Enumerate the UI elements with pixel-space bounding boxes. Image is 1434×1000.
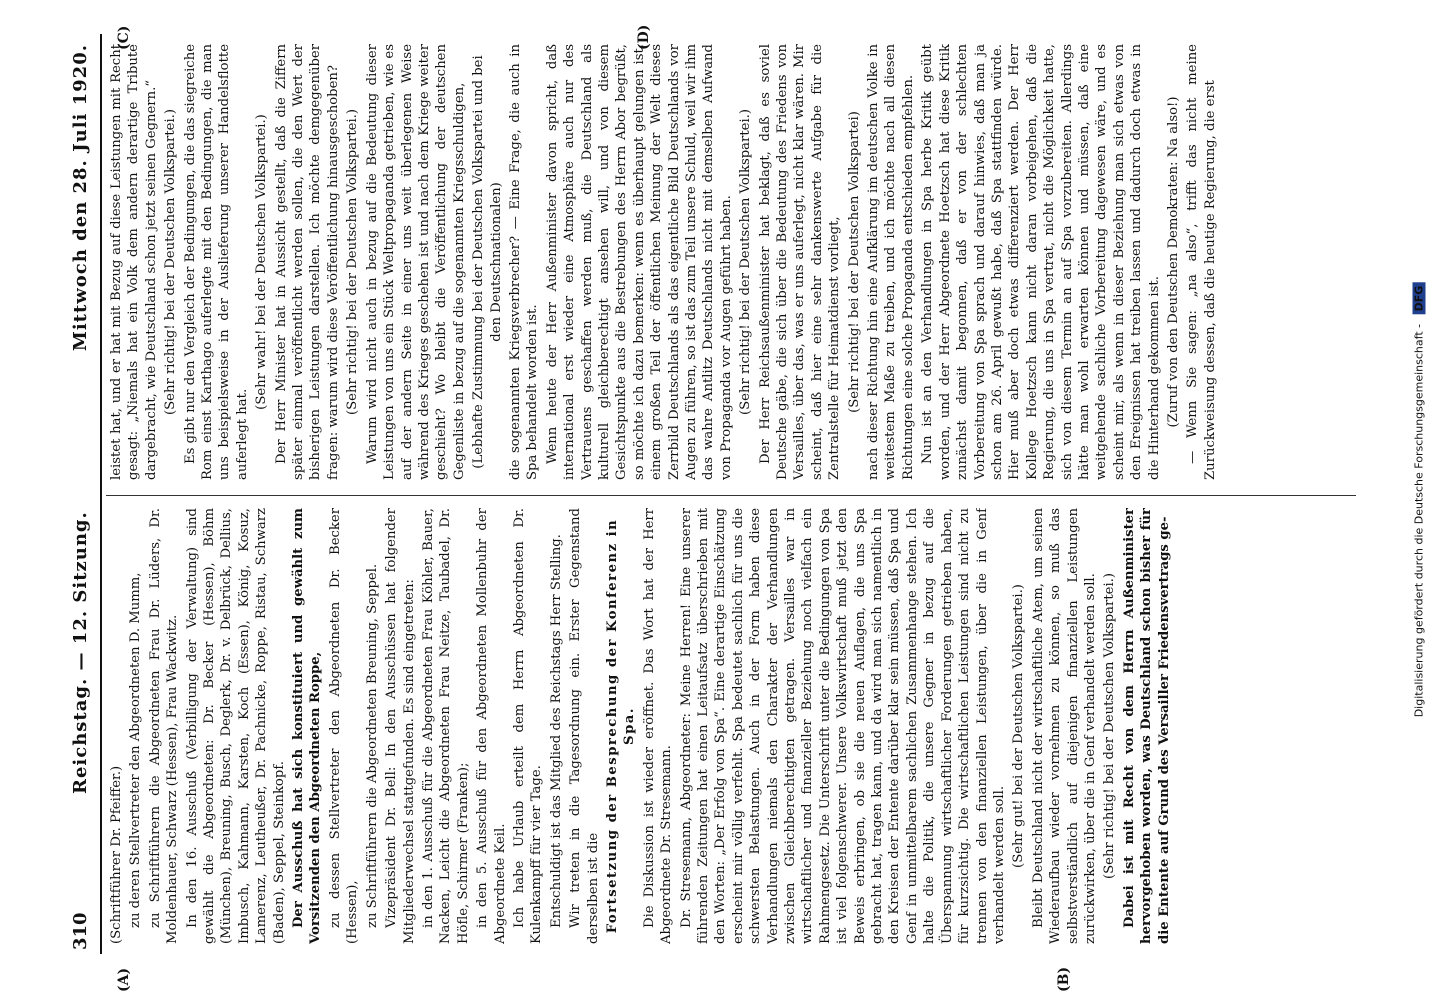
- speech-paragraph: — Wenn Sie sagen: „na also“, trifft das nicht meine Zurückweisung dessen, daß die heutige Regierung, die erst: [1185, 44, 1218, 480]
- interjection: (Sehr richtig! bei der Deutschen Volkspartei.): [163, 108, 179, 416]
- column-divider: [106, 495, 1356, 496]
- interjection: (Zuruf von den Deutschen Demokraten: Na also!): [1165, 96, 1181, 428]
- margin-marker-b: (B): [1056, 966, 1072, 992]
- paragraph: zu dessen Stellvertreter den Abgeordneten Dr. Becker (Hessen),: [327, 508, 361, 944]
- interjection: (Sehr richtig! bei der Deutschen Volkspartei.): [1102, 572, 1118, 880]
- paragraph: in den 1. Ausschuß für die Abgeordneten Frau Köhler, Bauer, Nacken, Leicht die Abgeordneten Frau Neitze, Taubadel, Dr. Höfle, Schirmer (Franken);: [420, 508, 471, 944]
- paragraph: Der Ausschuß hat sich konstituiert und gewählt zum Vorsitzenden den Abgeordneten Roppe,: [291, 508, 324, 944]
- interjection: (Sehr richtig! bei der Deutschen Volkspartei.): [738, 108, 754, 416]
- paragraph: in den 5. Ausschuß für den Abgeordneten Mollenbuhr der Abgeordnete Keil.: [475, 508, 508, 944]
- interjection: (Sehr richtig! bei der Deutschen Volkspartei.): [345, 108, 361, 416]
- paragraph: zu Schriftführern die Abgeordneten Frau Dr. Lüders, Dr. Moldenhauer, Schwarz (Hessen), Frau Wackwitz.: [147, 508, 181, 944]
- interjection: (Sehr richtig! bei der Deutschen Volkspartei): [846, 111, 862, 413]
- speech-paragraph: nach dieser Richtung hin eine Aufklärung im deutschen Volke in weitestem Maße zu treiben, und ich möchte nach all diesen Richtungen eine solche Propaganda entschieden empfehlen.: [866, 44, 916, 480]
- interjection: (Sehr gut! bei der Deutschen Volkspartei.): [1011, 584, 1027, 868]
- speech-paragraph: Bleibt Deutschland nicht der wirtschaftliche Atem, um seinen Wiederaufbau wieder vornehmen zu können, so muß das selbstverständlich auf diejenigen finanziellen Leistungen zurückwirken, über die in Genf verhandelt werden soll.: [1030, 508, 1098, 944]
- speech-paragraph: Nun ist an den Verhandlungen in Spa herbe Kritik geübt worden, und der Herr Abgeordnete Hoetzsch hat diese Kritik zunächst damit begonnen, daß er von der schlechten Vorbereitung von Spa sprach und darauf hinwies, daß man ja schon am 26. April gewußt habe, daß Spa stattfinden würde. Hier muß aber doch etwas differenziert werden. Der Herr Kollege Hoetzsch kann nicht daran vorbeigehen, daß die Regierung, die uns in Spa vertrat, nicht die Möglichkeit hatte, sich von diesem Termin an auf Spa vorzubereiten. Allerdings hätte man wohl erwarten können und müssen, daß eine weitgehende sachliche Vorbereitung dagewesen wäre, und es scheint mir, als wenn in dieser Beziehung man sich etwas von den Ereignissen hat treiben lassen und dadurch doch etwas in die Hinterhand gekommen ist.: [920, 44, 1162, 480]
- paragraph: Wir treten in die Tagesordnung ein. Erster Gegenstand derselben ist die: [568, 508, 601, 944]
- paragraph: Die Diskussion ist wieder eröffnet. Das Wort hat der Herr Abgeordnete Dr. Stresemann.: [641, 508, 675, 944]
- margin-marker-a: (A): [116, 967, 132, 992]
- paragraph: Ich habe Urlaub erteilt dem Herrn Abgeordneten Dr. Kulenkampff für vier Tage.: [511, 508, 545, 944]
- right-column: [108, 44, 1358, 480]
- paragraph: Entschuldigt ist das Mitglied des Reichstags Herr Stelling.: [548, 534, 564, 928]
- paragraph: In den 16. Ausschuß (Verbilligung der Verwaltung) sind gewählt die Abgeordneten: Dr. Becker (Hessen), Böhm (München), Breuning, Busch, Deglerk, Dr. v. Delbrück, Dellius, Imbusch, Kahmann, Karsten, Koch (Essen), König, Kosuz, Lamerenz, Leutheußer, Dr. Pachnicke, Roppe, Ristau, Schwarz (Baden), Seppel, Steinkopf.: [184, 508, 287, 944]
- speech-paragraph: Der Herr Reichsaußenminister hat beklagt, daß es soviel Deutsche gäbe, die sich über die Bedeutung des Friedens von Versailles, über das, was er uns auferlegt, nicht klar wären. Mir scheint, daß hier eine sehr dankenswerte Aufgabe für die Zentralstelle für Heimatdienst vorliegt,: [757, 44, 843, 480]
- speech-paragraph: Es gibt nur den Vergleich der Bedingungen, die das siegreiche Rom einst Karthago auferlegte mit den Bedingungen, die man uns beispielsweise in der Auslieferung unserer Handelsflotte auferlegt hat.: [182, 44, 250, 480]
- digitization-credit: [1412, 10, 1426, 990]
- speech-paragraph: Wenn heute der Herr Außenminister davon spricht, daß international erst wieder eine Atmosphäre auch nur des Vertrauens geschaffen werden muß, die Deutschland als kulturell gleichberechtigt ansehen will, und von diesem Gesichtspunkte aus die Bestrebungen des Herrn Abor begrüßt, so möchte ich dazu bemerken: wenn es überhaupt gelungen ist, einem großen Teil der öffentlichen Meinung der Welt dieses Zerrbild Deutschlands als das eigentliche Bild Deutschlands vor Augen zu führen, so ist das zum Teil unsere Schuld, weil wir ihm das wahre Antlitz Deutschlands nicht mit demselben Aufwand von Propaganda vor Augen geführt haben.: [544, 44, 734, 480]
- speech-paragraph: Dr. Stresemann, Abgeordneter: Meine Herren! Eine unserer führenden Zeitungen hat einen Leitaufsatz überschrieben mit den Worten: „Der Erfolg von Spa“. Eine derartige Einschätzung erscheint mir völlig verfehlt. Spa bedeutet sachlich für uns die schwersten Belastungen. Auch in der Form haben diese Verhandlungen niemals den Charakter der Verhandlungen zwischen Gleichberechtigten getragen. Versailles war in wirtschaftlicher und finanzieller Beziehung noch vielfach ein Rahmengesetz. Die Unterschrift unter die Bedingungen von Spa ist viel folgenschwerer. Unsere Volkswirtschaft muß jetzt den Beweis erbringen, ob sie die neuen Auflagen, die uns Spa gebracht hat, tragen kann, und da wird man sich namentlich in den Kreisen der Entente darüber klar sein müssen, daß Spa und Genf in unmittelbarem sachlichen Zusammenhange stehen. Ich halte die Politik, die unsere Gegner in bezug auf die Überspannung wirtschaftlicher Forderungen getrieben haben, für kurzsichtig. Die wirtschaftlichen Leistungen sind nicht zu trennen von den finanziellen Leistungen, über die in Genf verhandelt werden soll.: [678, 508, 1007, 944]
- paragraph: Vizepräsident Dr. Bell: In den Ausschüssen hat folgender Mitgliederwechsel stattgefunden. Es sind eingetreten:: [384, 508, 417, 944]
- margin-marker-c: (C): [116, 25, 132, 50]
- interjection: (Lebhafte Zustimmung bei der Deutschen Volkspartei und bei den Deutschnationalen): [471, 55, 504, 469]
- left-column: [108, 508, 1358, 944]
- speech-paragraph: die sogenannten Kriegsverbrecher? — Eine Frage, die auch in Spa behandelt worden ist.: [507, 44, 541, 480]
- digitization-credit-text: Digitalisierung gefördert durch die Deutsche Forschungsgemeinschaft -: [1412, 323, 1426, 718]
- speech-paragraph: leistet hat, und er hat mit Bezug auf diese Leistungen mit Recht gesagt: „Niemals hat ein Volk dem andern derartige Tribute dargebracht, wie Deutschland schon jetzt seinen Gegnern.“: [109, 44, 159, 480]
- paragraph: zu deren Stellvertreter den Abgeordneten D. Mumm,: [128, 572, 144, 928]
- speech-paragraph: Dabei ist mit Recht von dem Herrn Außenminister hervorgehoben worden, was Deutschland schon bisher für die Entente auf Grund des Versailler Friedensvertrags ge-: [1121, 508, 1172, 944]
- speech-paragraph: Warum wird nicht auch in bezug auf die Bedeutung dieser Leistungen von uns ein Stück Weltpropaganda getrieben, wie es auf der andern Seite in einer uns weit überlegenen Weise während des Krieges geschehen ist und nach dem Kriege weiter geschieht? Wo bleibt die Veröffentlichung der deutschen Gegenliste in bezug auf die sogenannten Kriegsschuldigen,: [364, 44, 467, 480]
- rotated-page-content: [66, 24, 1366, 992]
- agenda-heading: Fortsetzung der Besprechung der Konferenz in Spa.: [604, 518, 638, 934]
- speech-paragraph: Der Herr Minister hat in Aussicht gestellt, daß die Ziffern später einmal veröffentlicht werden sollen, die den Wert der bisherigen Leistungen darstellen. Ich möchte demgegenüber fragen: warum wird diese Veröffentlichung hinausgeschoben?: [273, 44, 341, 480]
- paragraph: zu Schriftführern die Abgeordneten Breuning, Seppel.: [364, 563, 380, 928]
- interjection: (Sehr wahr! bei der Deutschen Volkspartei.): [254, 114, 270, 410]
- margin-marker-d: (D): [636, 24, 652, 50]
- speaker-note: (Schriftführer Dr. Pfeiffer.): [109, 765, 124, 944]
- dfg-logo: DFG: [1413, 283, 1426, 315]
- page-header: [66, 34, 102, 954]
- session-date: Mittwoch den 28. Juli 1920.: [70, 44, 91, 352]
- running-head: Reichstag. — 12. Sitzung.: [70, 511, 91, 794]
- page-number: 310: [70, 912, 91, 950]
